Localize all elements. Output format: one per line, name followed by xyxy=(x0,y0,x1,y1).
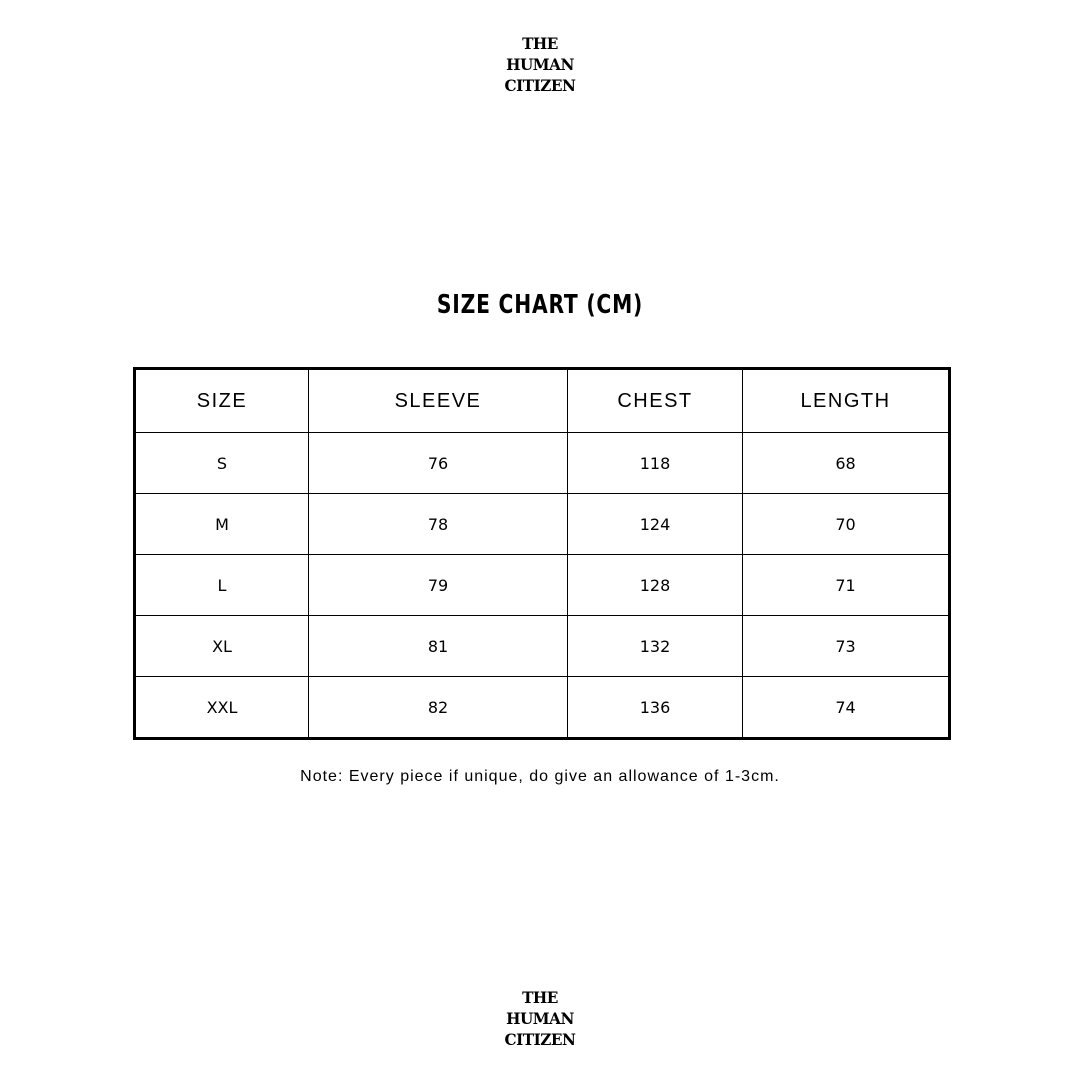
table-row xyxy=(135,494,950,555)
brand-logo-top xyxy=(0,33,1080,96)
cell-chest: 132 xyxy=(568,616,743,677)
table-row xyxy=(135,616,950,677)
table-row xyxy=(135,677,950,739)
cell-length: 74 xyxy=(743,677,950,739)
logo-line: THE xyxy=(522,988,558,1007)
header-length: LENGTH xyxy=(743,369,950,433)
brand-logo-bottom xyxy=(0,987,1080,1050)
header-chest: CHEST xyxy=(568,369,743,433)
cell-sleeve: 78 xyxy=(309,494,568,555)
header-sleeve: SLEEVE xyxy=(309,369,568,433)
cell-chest: 124 xyxy=(568,494,743,555)
cell-sleeve: 79 xyxy=(309,555,568,616)
cell-chest: 136 xyxy=(568,677,743,739)
logo-line: HUMAN xyxy=(506,1009,574,1028)
cell-size: XXL xyxy=(135,677,309,739)
cell-chest: 118 xyxy=(568,433,743,494)
allowance-note: Note: Every piece if unique, do give an allowance of 1-3cm. xyxy=(300,768,780,785)
logo-line: CITIZEN xyxy=(504,76,576,95)
cell-size: M xyxy=(135,494,309,555)
header-size: SIZE xyxy=(135,369,309,433)
table-row xyxy=(135,433,950,494)
cell-length: 71 xyxy=(743,555,950,616)
cell-size: S xyxy=(135,433,309,494)
cell-sleeve: 81 xyxy=(309,616,568,677)
logo-line: HUMAN xyxy=(506,55,574,74)
logo-line: CITIZEN xyxy=(504,1030,576,1049)
logo-line: THE xyxy=(522,34,558,53)
table-row xyxy=(135,555,950,616)
cell-sleeve: 76 xyxy=(309,433,568,494)
cell-chest: 128 xyxy=(568,555,743,616)
cell-sleeve: 82 xyxy=(309,677,568,739)
page-title: SIZE CHART (CM) xyxy=(436,290,644,320)
cell-length: 68 xyxy=(743,433,950,494)
table-header-row xyxy=(135,369,950,433)
cell-size: L xyxy=(135,555,309,616)
cell-length: 70 xyxy=(743,494,950,555)
cell-size: XL xyxy=(135,616,309,677)
size-chart-table xyxy=(133,367,951,740)
cell-length: 73 xyxy=(743,616,950,677)
